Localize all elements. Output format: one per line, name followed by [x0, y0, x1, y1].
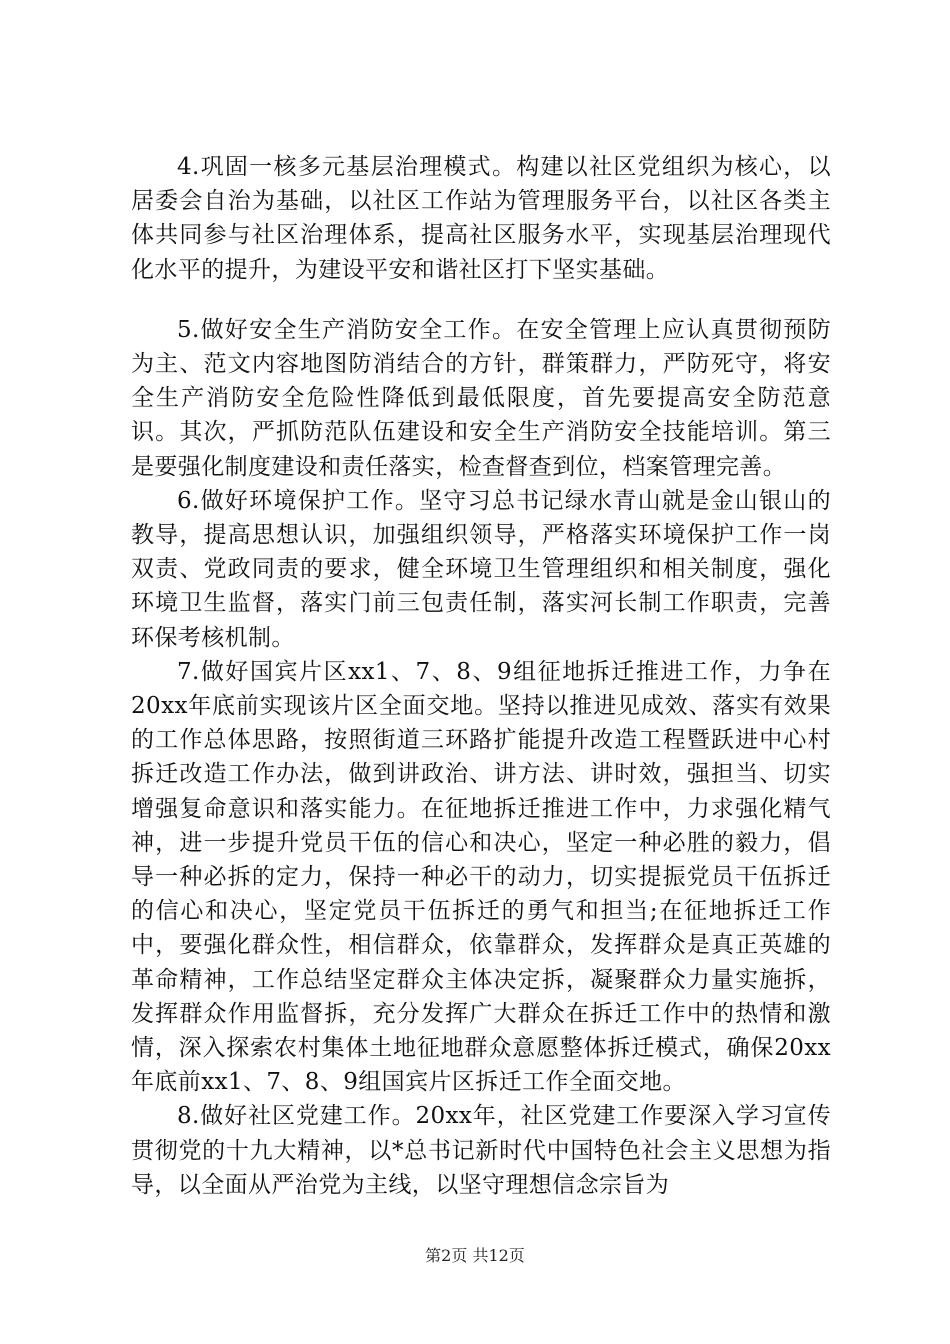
paragraph-item-7: 7.做好国宾片区xx1、7、8、9组征地拆迁推进工作，力争在20xx年底前实现该片区全面交地。坚持以推进见成效、落实有效果的工作总体思路，按照街道三环路扩能提升改造工程暨跃进中心村拆迁改造工作办法，做到讲政治、讲方法、讲时效，强担当、切实增强复命意识和落实能力。在征地拆迁推进工作中，力求强化精气神，进一步提升党员干伍的信心和决心，坚定一种必胜的毅力，倡导一种必拆的定力，保持一种必干的动力，切实提振党员干伍拆迁的信心和决心，坚定党员干伍拆迁的勇气和担当;在征地拆迁工作中，要强化群众性，相信群众，依靠群众，发挥群众是真正英雄的革命精神，工作总结坚定群众主体决定拆，凝聚群众力量实施拆，发挥群众作用监督拆，充分发挥广大群众在拆迁工作中的热情和激情，深入探索农村集体土地征地群众意愿整体拆迁模式，确保20xx年底前xx1、7、8、9组国宾片区拆迁工作全面交地。	[131, 658, 831, 1096]
paragraph-item-5: 5.做好安全生产消防安全工作。在安全管理上应认真贯彻预防为主、范文内容地图防消结合的方针，群策群力，严防死守，将安全生产消防安全危险性降低到最低限度，首先要提高安全防范意识。其次，严抓防范队伍建设和安全生产消防安全技能培训。第三是要强化制度建设和责任落实，检查督查到位，档案管理完善。	[131, 316, 831, 480]
page-number-footer: 第2页 共12页	[425, 1246, 525, 1265]
paragraph-item-6: 6.做好环境保护工作。坚守习总书记绿水青山就是金山银山的教导，提高思想认识，加强组织领导，严格落实环境保护工作一岗双责、党政同责的要求，健全环境卫生管理组织和相关制度，强化环境卫生监督，落实门前三包责任制，落实河长制工作职责，完善环保考核机制。	[131, 487, 831, 651]
paragraph-item-8: 8.做好社区党建工作。20xx年，社区党建工作要深入学习宣传贯彻党的十九大精神，以*总书记新时代中国特色社会主义思想为指导，以全面从严治党为主线，以坚守理想信念宗旨为	[131, 1103, 831, 1198]
document-body	[131, 150, 831, 1202]
paragraph-item-4: 4.巩固一核多元基层治理模式。构建以社区党组织为核心，以居委会自治为基础，以社区工作站为管理服务平台，以社区各类主体共同参与社区治理体系，提高社区服务水平，实现基层治理现代化水平的提升，为建设平安和谐社区打下坚实基础。	[131, 154, 831, 283]
